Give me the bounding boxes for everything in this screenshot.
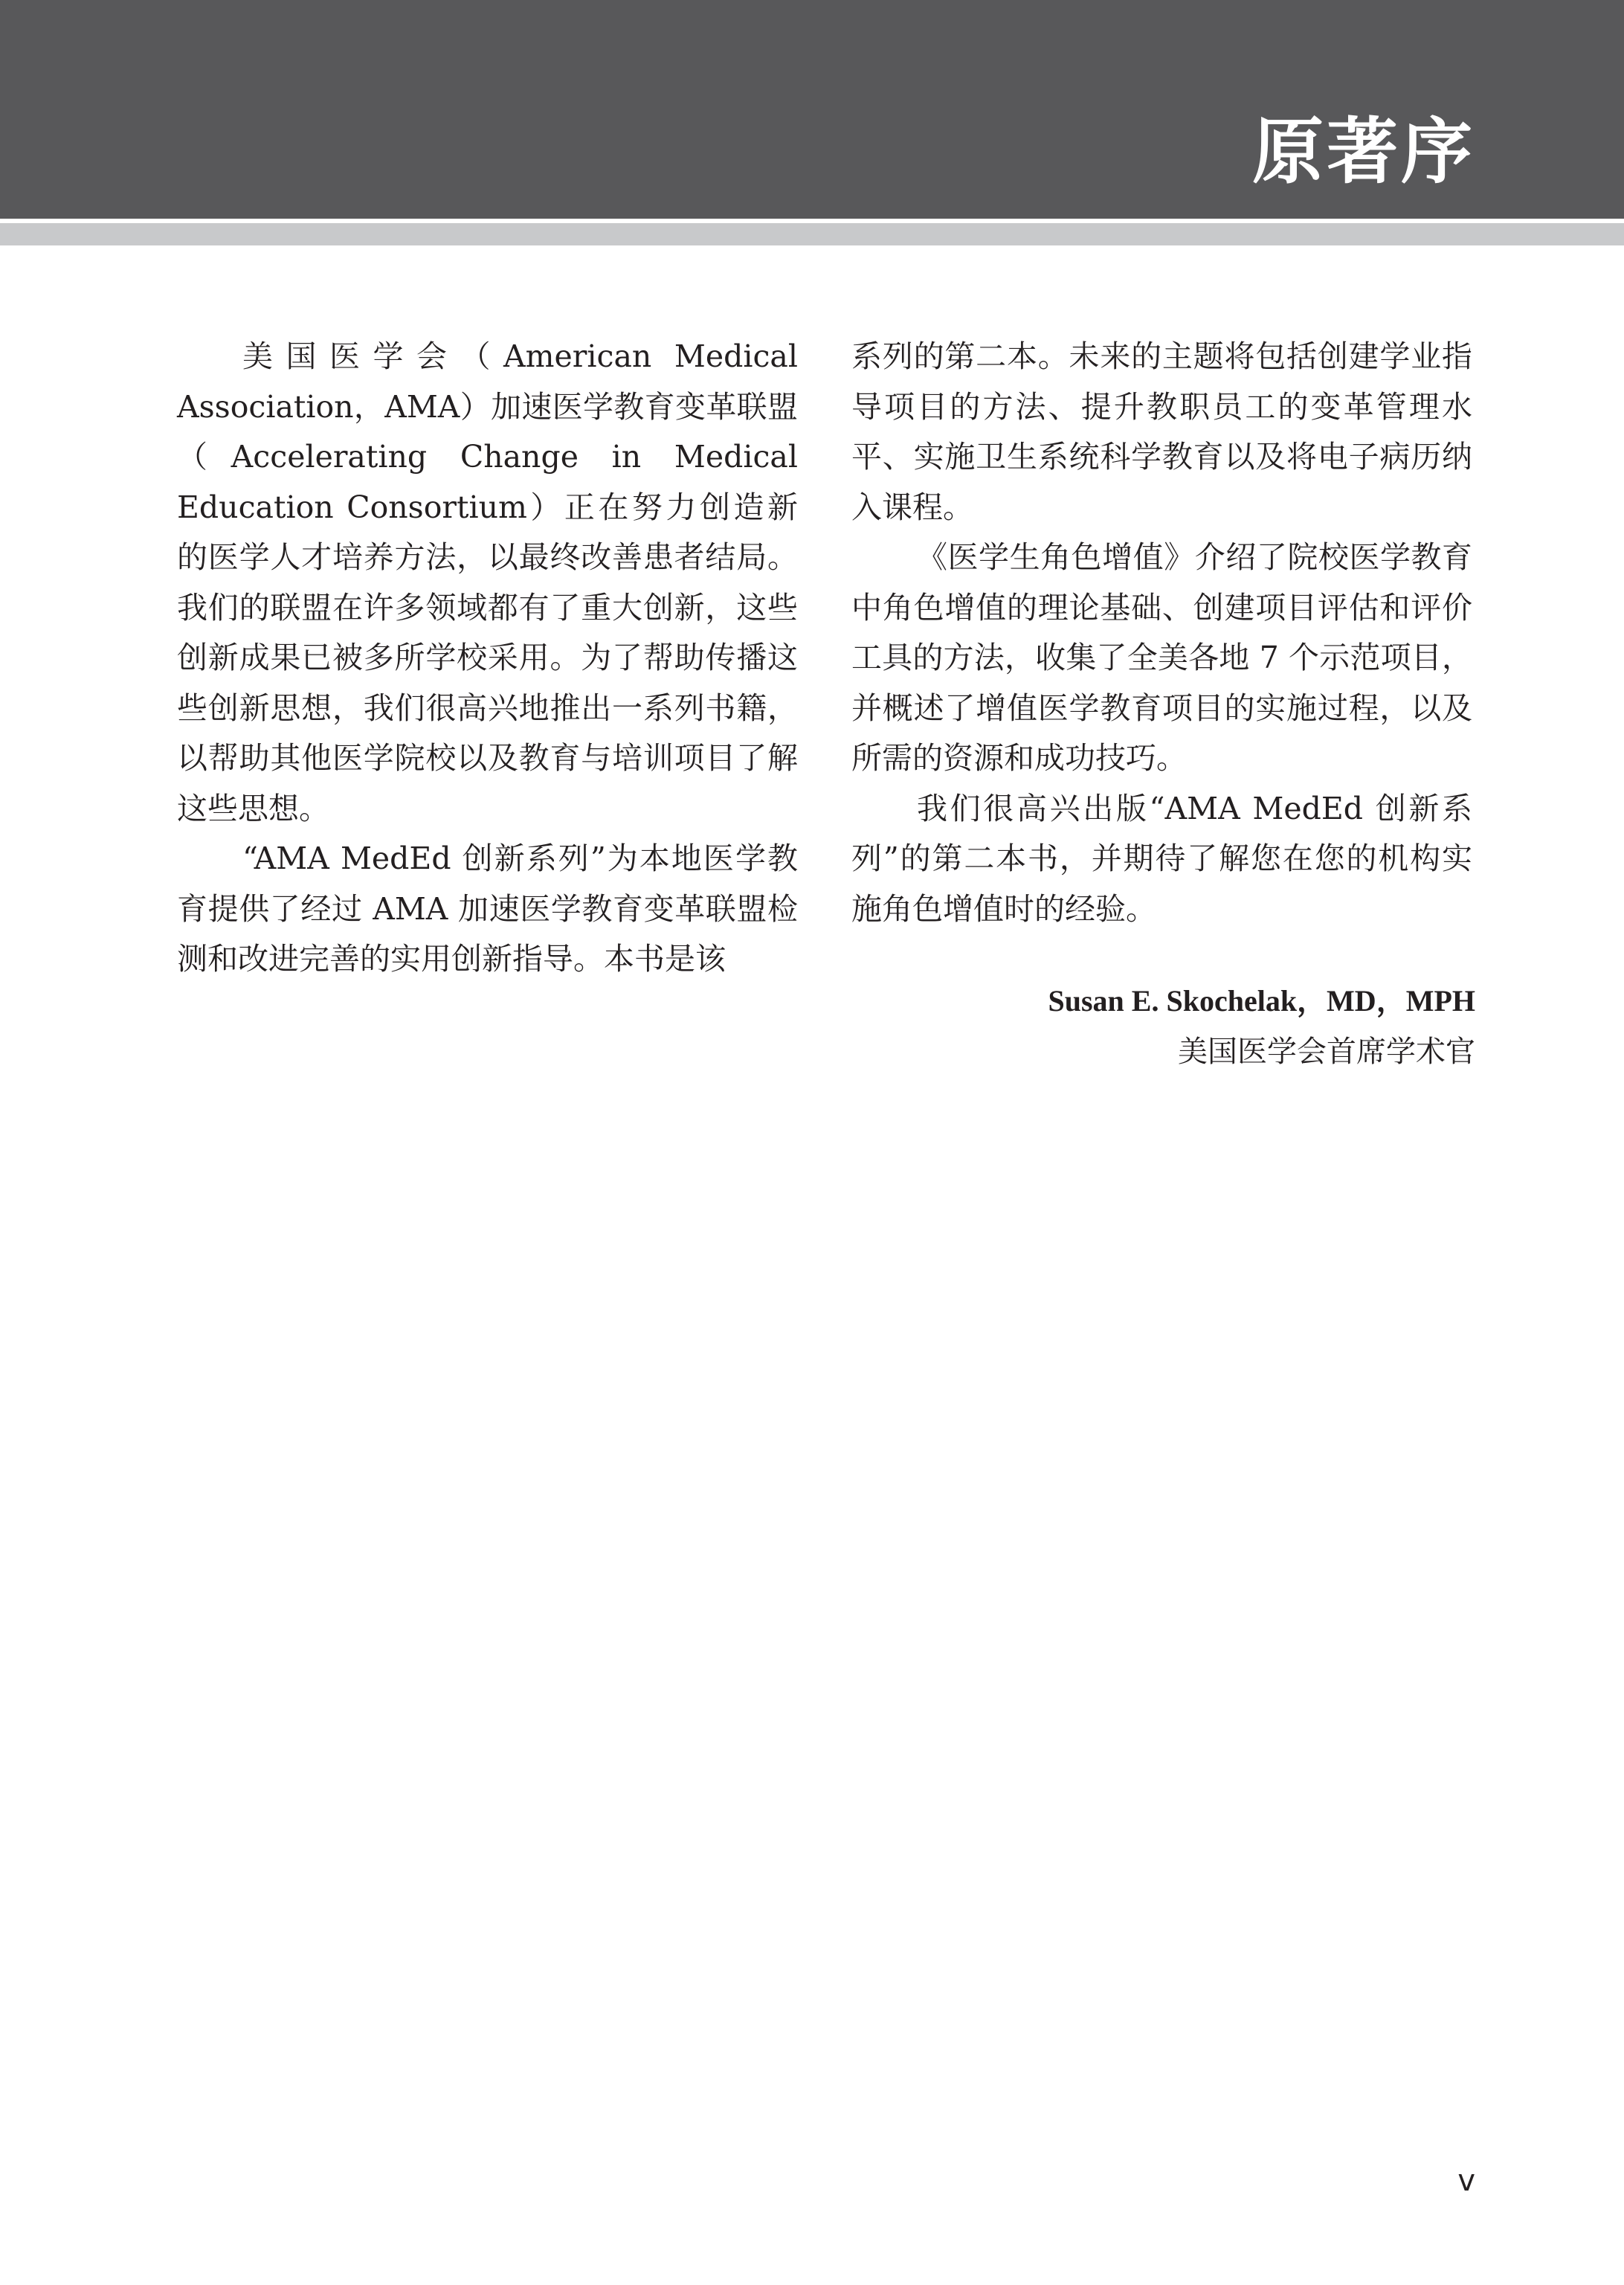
- paragraph-closing: 我们很高兴出版“AMA MedEd 创新系列”的第二本书，并期待了解您在您的机构实施角色增值时的经验。: [851, 790, 1472, 927]
- page-title: 原著序: [1252, 110, 1475, 193]
- signature-name: Susan E. Skochelak，MD，MPH: [1048, 984, 1475, 1018]
- signature-block: [1048, 976, 1475, 1077]
- paragraph-series-intro: “AMA MedEd 创新系列”为本地医学教育提供了经过 AMA 加速医学教育变革联盟检测和改进完善的实用创新指导。本书是该: [177, 841, 798, 977]
- paragraph-series-continued: 系列的第二本。未来的主题将包括创建学业指导项目的方法、提升教职员工的变革管理水平、实施卫生系统科学教育以及将电子病历纳入课程。: [851, 338, 1472, 525]
- paragraph-consortium-intro: 美国医学会（American Medical Association，AMA）加速医学教育变革联盟（Accelerating Change in Medical Education Consortium）正在努力创造新的医学人才培养方法，以最终改善患者结局。我们的联盟在许多领域都有了重大创新，这些创新成果已被多所学校采用。为了帮助传播这些创新思想，我们很高兴地推出一系列书籍，以帮助其他医学院校以及教育与培训项目了解这些思想。: [177, 338, 798, 826]
- page-number: v: [1457, 2164, 1475, 2198]
- header-divider: [0, 223, 1624, 245]
- paragraph-book-summary: 《医学生角色增值》介绍了院校医学教育中角色增值的理论基础、创建项目评估和评价工具的方法，收集了全美各地 7 个示范项目，并概述了增值医学教育项目的实施过程，以及所需的资源和成功技巧。: [851, 539, 1472, 776]
- header-band: [0, 0, 1624, 219]
- text-column-right: [851, 332, 1472, 934]
- text-column-left: [177, 332, 798, 985]
- signature-role: 美国医学会首席学术官: [1178, 1035, 1475, 1069]
